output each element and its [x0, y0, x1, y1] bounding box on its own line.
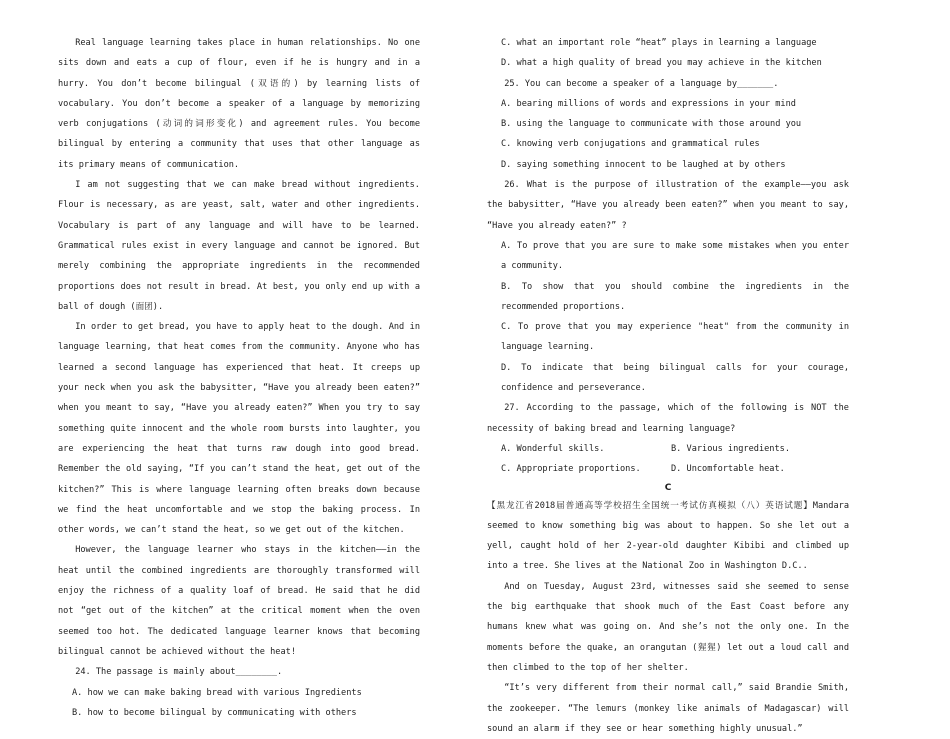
passage-paragraph: And on Tuesday, August 23rd, witnesses said she seemed to sense the big earthquake that shook much of the East Coast before any humans knew what was going on. And she’s not the only one. In the moments before the quake, an orangutan (猩猩) let out a loud call and then climbed to the top of her shelter. — [487, 581, 849, 673]
passage-paragraph: I am not suggesting that we can make bread without ingredients. Flour is necessary, as are yeast, salt, water and other ingredients. Vocabulary is part of any language and will have to be learned. Grammatical rules exist in every language and cannot be ignored. But merely combining the appropriate ingredients in the recommended proportions does not result in bread. At best, you only end up with a ball of dough (面团). — [58, 180, 420, 312]
question-26: 26. What is the purpose of illustration of the example——you ask the babysitter, “Have you already been eaten?” when you meant to say, “Have you already eaten?” ? — [487, 180, 849, 231]
option: D. what a high quality of bread you may achieve in the kitchen — [501, 58, 822, 69]
option: C. what an important role “heat” plays in learning a language — [501, 38, 817, 48]
option: D. saying something innocent to be laughed at by others — [501, 159, 786, 170]
question-25: 25. You can become a speaker of a language by_______. — [504, 78, 779, 89]
passage-paragraph: “It’s very different from their normal call,” said Brandie Smith, the zookeeper. “The lemurs (monkey like animals of Madagascar) will sound an alarm if they see or hear something highly unusual.” — [487, 683, 849, 734]
option: C. To prove that you may experience "heat" from the community in language learning. — [501, 322, 849, 353]
option: A. Wonderful skills. — [501, 443, 605, 454]
question-27: 27. According to the passage, which of the following is NOT the necessity of baking bread and learning language? — [487, 403, 849, 434]
passage-paragraph: Real language learning takes place in human relationships. No one sits down and eats a cup of flour, even if he is hungry and in a hurry. You don’t become bilingual (双语的) by learning lists of vocabulary. You don’t become a speaker of a language by memorizing verb conjugations (动词的词形变化) and agreement rules. You become bilingual by entering a community that uses that other language as its primary means of communication. — [58, 38, 420, 170]
question-24: 24. The passage is mainly about________. — [75, 667, 283, 678]
passage-paragraph: In order to get bread, you have to apply heat to the dough. And in language learning, that heat comes from the community. Anyone who has learned a second language has experienced that heat. It creeps up your neck when you ask the babysitter, “Have you already been eaten?” when you meant to say, “Have you already eaten?” When you try to say something quite innocent and the whole room bursts into laughter, you are experiencing the heat that turns raw dough into good bread. Remember the old saying, “If you can’t stand the heat, get out of the kitchen?” This is where language learning often breaks down because we find the heat uncomfortable and we stop the baking process. In other words, we can’t stand the heat, so we get out of the kitchen. — [58, 322, 420, 536]
option: C. knowing verb conjugations and grammatical rules — [501, 139, 760, 150]
section-heading: C — [664, 482, 672, 493]
option: A. bearing millions of words and expressions in your mind — [501, 98, 796, 109]
option: B. To show that you should combine the ingredients in the recommended proportions. — [501, 281, 849, 312]
option: D. Uncomfortable heat. — [671, 464, 785, 475]
option: A. how we can make baking bread with various Ingredients — [72, 687, 362, 698]
right-column — [487, 33, 849, 739]
passage-paragraph: However, the language learner who stays in the kitchen——in the heat until the combined ingredients are thoroughly transformed will enjoy the richness of a quality loaf of bread. He said that he did not “get out of the kitchen” at the critical moment when the oven seemed too hot. The dedicated language learner knows that becoming bilingual cannot be achieved without the heat! — [58, 545, 420, 657]
option: C. Appropriate proportions. — [501, 464, 641, 475]
left-column — [58, 33, 420, 723]
option-row — [487, 439, 849, 459]
option-row — [487, 459, 849, 479]
passage-paragraph: 【黑龙江省2018届普通高等学校招生全国统一考试仿真模拟（八）英语试题】Mandara seemed to know something big was about to happen. So she let out a yell, caught hold of her 2-year-old daughter Kibibi and climbed up into a tree. She lives at the National Zoo in Washington D.C.. — [487, 500, 849, 572]
option: B. using the language to communicate with those around you — [501, 119, 802, 130]
option: D. To indicate that being bilingual calls for your courage, confidence and perseverance. — [501, 362, 849, 394]
option: A. To prove that you are sure to make some mistakes when you enter a community. — [501, 240, 849, 272]
option: B. how to become bilingual by communicating with others — [72, 707, 357, 718]
option: B. Various ingredients. — [671, 443, 790, 454]
